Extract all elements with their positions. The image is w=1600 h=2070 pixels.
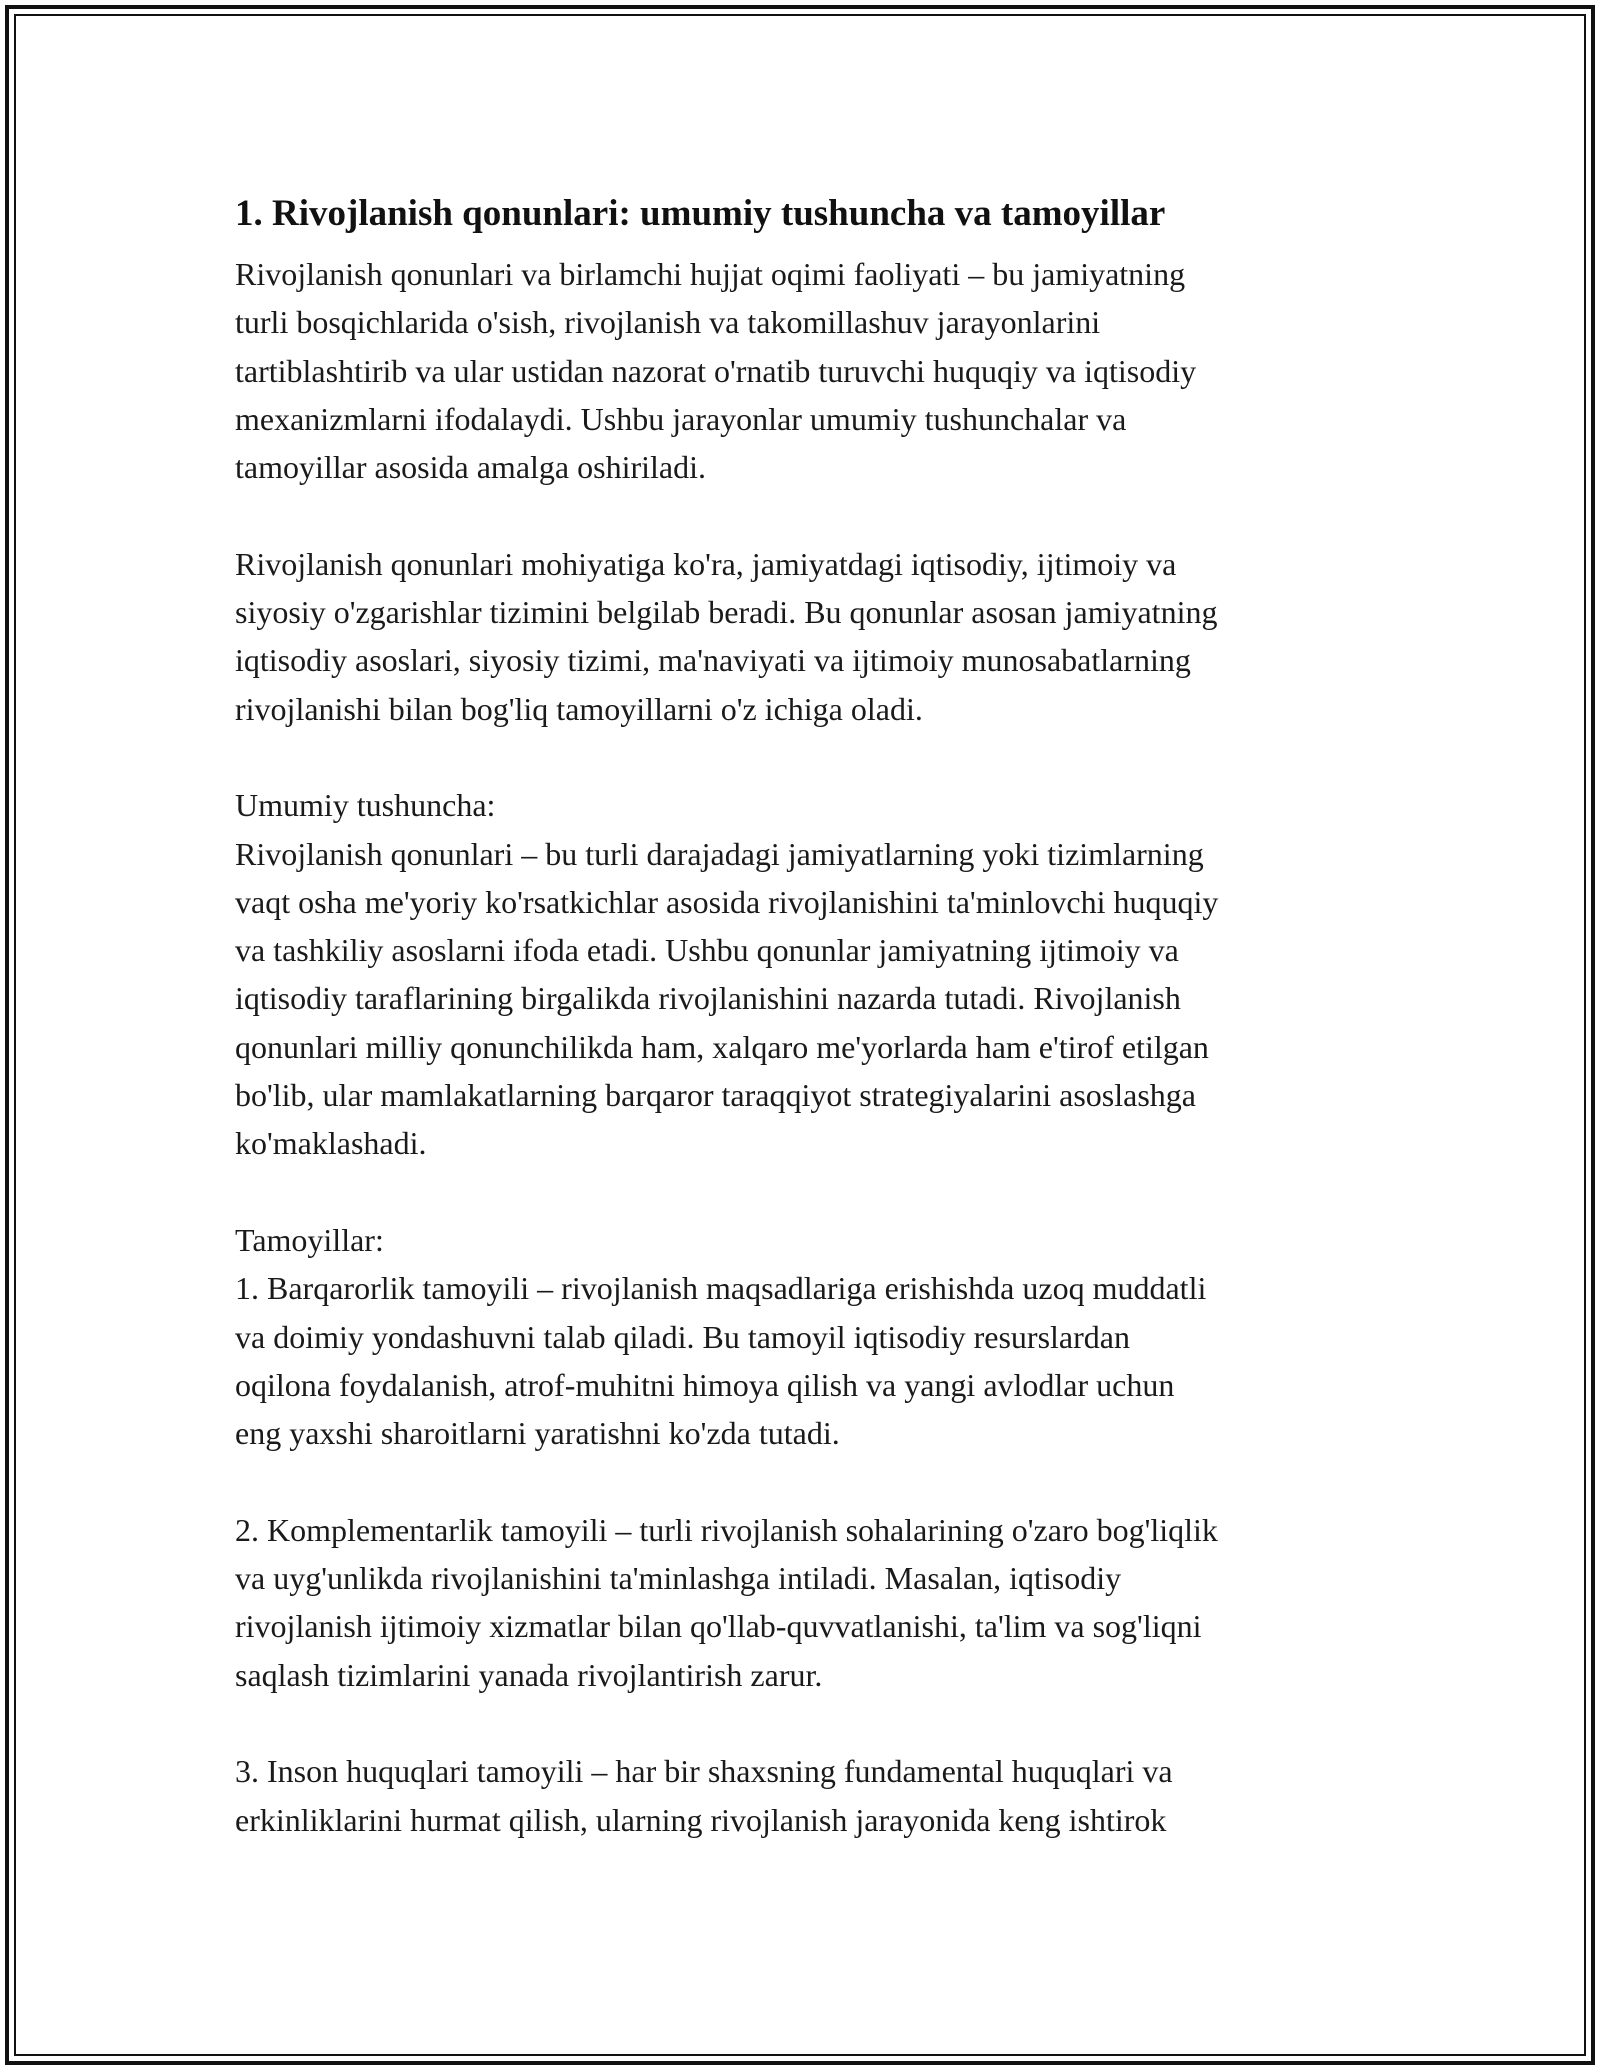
- document-content: [235, 186, 1395, 1844]
- section-label-principles: Tamoyillar:: [235, 1221, 384, 1258]
- text-line: va doimiy yondashuvni talab qiladi. Bu tamoyil iqtisodiy resurslardan: [235, 1318, 1130, 1355]
- text-line: rivojlanish ijtimoiy xizmatlar bilan qo'llab-quvvatlanishi, ta'lim va sog'liqni: [235, 1608, 1202, 1645]
- paragraph-gap: [235, 1699, 1395, 1747]
- section-label-general-concept: Umumiy tushuncha:: [235, 787, 496, 824]
- text-line: va uyg'unlikda rivojlanishini ta'minlashga intiladi. Masalan, iqtisodiy: [235, 1560, 1122, 1597]
- paragraph-principle-1: [235, 1216, 1395, 1457]
- text-line: rivojlanishi bilan bog'liq tamoyillarni o'z ichiga oladi.: [235, 690, 923, 727]
- text-line: qonunlari milliy qonunchilikda ham, xalqaro me'yorlarda ham e'tirof etilgan: [235, 1028, 1209, 1065]
- document-title: 1. Rivojlanish qonunlari: umumiy tushuncha va tamoyillar: [235, 193, 1166, 234]
- paragraph-gap: [235, 491, 1395, 539]
- text-line: 2. Komplementarlik tamoyili – turli rivojlanish sohalarining o'zaro bog'liqlik: [235, 1511, 1218, 1548]
- text-line: Rivojlanish qonunlari mohiyatiga ko'ra, jamiyatdagi iqtisodiy, ijtimoiy va: [235, 545, 1177, 582]
- text-line: siyosiy o'zgarishlar tizimini belgilab beradi. Bu qonunlar asosan jamiyatning: [235, 594, 1218, 631]
- paragraph-intro: [235, 250, 1395, 491]
- text-line: 1. Barqarorlik tamoyili – rivojlanish maqsadlariga erishishda uzoq muddatli: [235, 1270, 1207, 1307]
- text-line: iqtisodiy taraflarining birgalikda rivojlanishini nazarda tutadi. Rivojlanish: [235, 980, 1181, 1017]
- text-line: bo'lib, ular mamlakatlarning barqaror taraqqiyot strategiyalarini asoslashga: [235, 1077, 1196, 1114]
- text-line: erkinliklarini hurmat qilish, ularning rivojlanish jarayonida keng ishtirok: [235, 1801, 1167, 1838]
- text-line: Rivojlanish qonunlari – bu turli darajadagi jamiyatlarning yoki tizimlarning: [235, 835, 1204, 872]
- paragraph-principle-3: [235, 1747, 1395, 1844]
- text-line: Rivojlanish qonunlari va birlamchi hujjat oqimi faoliyati – bu jamiyatning: [235, 256, 1186, 292]
- text-line: 3. Inson huquqlari tamoyili – har bir shaxsning fundamental huquqlari va: [235, 1753, 1173, 1790]
- paragraph-general-concept: [235, 781, 1395, 1167]
- text-line: tartiblashtirib va ular ustidan nazorat o'rnatib turuvchi huquqiy va iqtisodiy: [235, 352, 1197, 389]
- text-line: vaqt osha me'yoriy ko'rsatkichlar asosida rivojlanishini ta'minlovchi huquqiy: [235, 883, 1219, 920]
- text-line: saqlash tizimlarini yanada rivojlantirish zarur.: [235, 1656, 823, 1693]
- text-line: mexanizmlarni ifodalaydi. Ushbu jarayonlar umumiy tushunchalar va: [235, 400, 1127, 437]
- text-line: ko'maklashadi.: [235, 1125, 427, 1162]
- paragraph-principle-2: [235, 1506, 1395, 1699]
- text-line: tamoyillar asosida amalga oshiriladi.: [235, 449, 706, 486]
- paragraph-essence: [235, 540, 1395, 733]
- paragraph-gap: [235, 1457, 1395, 1505]
- paragraph-gap: [235, 733, 1395, 781]
- text-line: turli bosqichlarida o'sish, rivojlanish va takomillashuv jarayonlarini: [235, 304, 1101, 341]
- text-line: eng yaxshi sharoitlarni yaratishni ko'zda tutadi.: [235, 1415, 840, 1452]
- paragraph-gap: [235, 1168, 1395, 1216]
- text-line: va tashkiliy asoslarni ifoda etadi. Ushbu qonunlar jamiyatning ijtimoiy va: [235, 932, 1179, 969]
- text-line: oqilona foydalanish, atrof-muhitni himoya qilish va yangi avlodlar uchun: [235, 1366, 1175, 1403]
- document-body: [235, 250, 1395, 1844]
- text-line: iqtisodiy asoslari, siyosiy tizimi, ma'naviyati va ijtimoiy munosabatlarning: [235, 642, 1191, 679]
